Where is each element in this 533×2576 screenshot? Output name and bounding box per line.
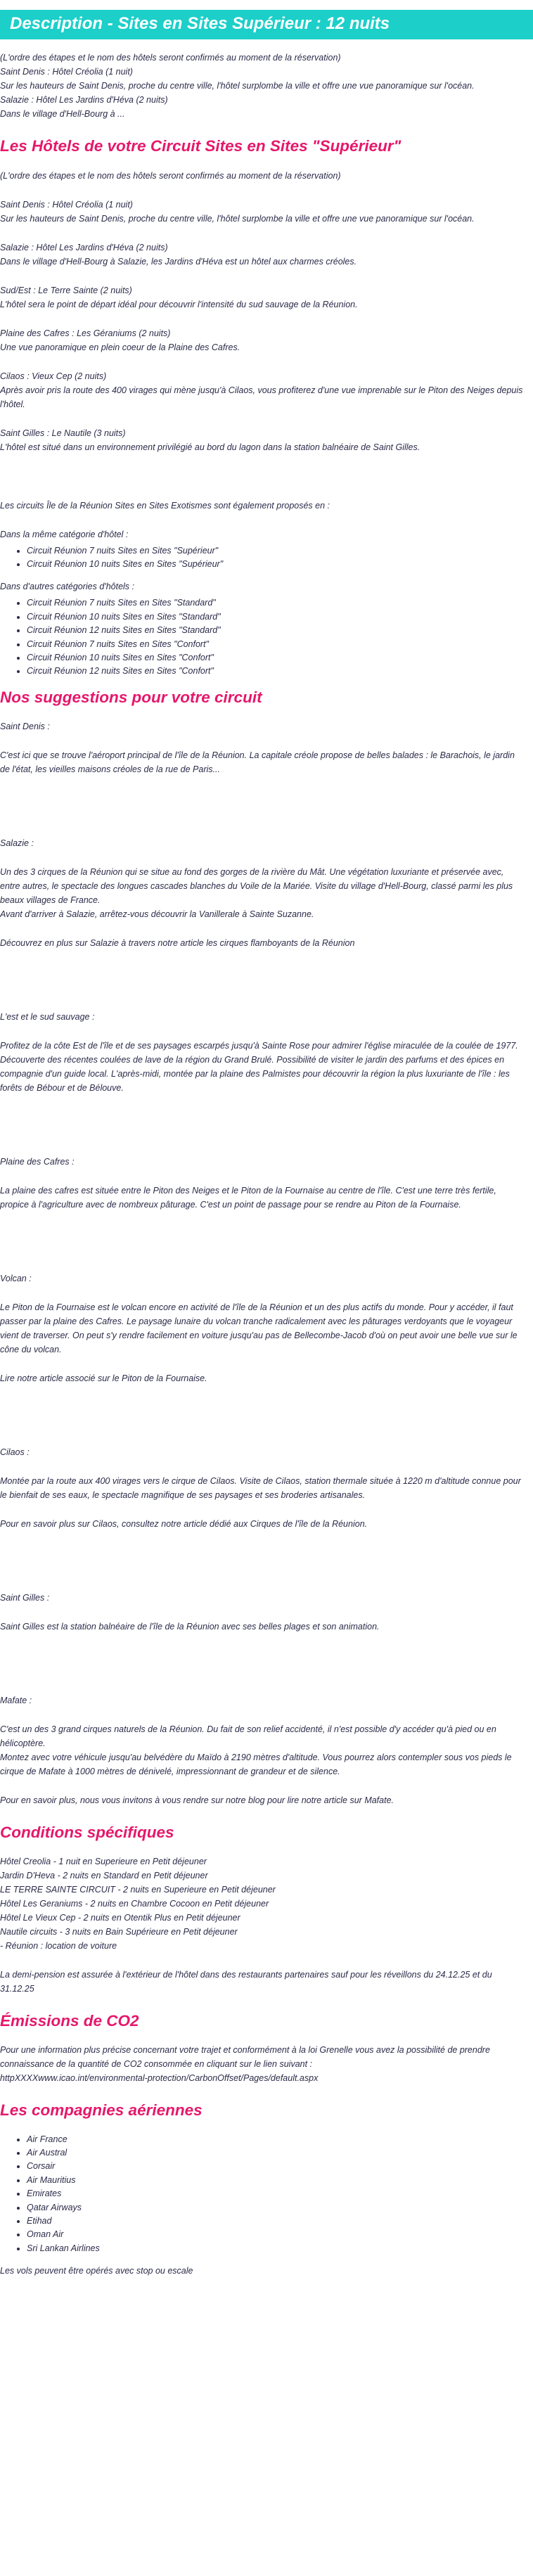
same-category-list [27, 544, 525, 572]
condition-line: Hôtel Creolia - 1 nuit en Superieure en Petit déjeuner [0, 1857, 207, 1867]
suggestion-text: La plaine des cafres est située entre le Piton des Neiges et le Piton de la Fournaise au centre de l'île. C'est une terre très fertile, propice à l'agriculture avec de nombreux pâturage. C'est un point de passage pour se rendre au Piton de la Fournaise. [0, 1185, 496, 1210]
condition-line: LE TERRE SAINTE CIRCUIT - 2 nuits en Superieure en Petit déjeuner [0, 1885, 276, 1895]
airline-item: • Air France [27, 2133, 525, 2146]
suggestion-text: Saint Gilles est la station balnéaire de l'île de la Réunion avec ses belles plages et son animation. [0, 1621, 380, 1632]
hotel-item [0, 426, 525, 454]
suggestion-paragraph: Un des 3 cirques de la Réunion qui se situe au fond des gorges de la rivière du Mât. Une végétation luxuriante et préservée avec, entre autres, le spectacle des longues cascades blanches du Voile de la Mariée. Visite du village d'Hell-Bourg, classé parmi les plus beaux villages de France. [0, 866, 513, 905]
suggestion-paragraph: C'est un des 3 grand cirques naturels de la Réunion. Du fait de son relief accidenté, il n'est possible d'y accéder qu'à pied ou en hélicoptère. [0, 1724, 496, 1748]
suggestion-text: Montée par la route aux 400 virages vers le cirque de Cilaos. Visite de Cilaos, station thermale située à 1220 m d'altitude connue pour le bienfait de ses eaux, le spectacle magnifique de ses paysages et ses broderies artisanales. [0, 1475, 521, 1500]
suggestion-heading: L'est et le sud sauvage : [0, 1011, 95, 1022]
other-category-list [27, 596, 525, 678]
condition-line: - Réunion : location de voiture [0, 1941, 117, 1952]
hotel-name: Plaine des Cafres : Les Géraniums (2 nuits) [0, 328, 171, 338]
circuit-link[interactable]: • Circuit Réunion 10 nuits Sites en Sites "Supérieur" [27, 558, 525, 571]
page [0, 10, 533, 2295]
airline-item: • Etihad [27, 2215, 525, 2228]
salazie-article-link[interactable]: Découvrez en plus sur Salazie à travers notre article les cirques flamboyants de la Réunion [0, 937, 355, 948]
hotel-description: Après avoir pris la route des 400 virages qui mène jusqu'à Cilaos, vous profiterez d'une vue imprenable sur le Piton des Neiges depuis l'hôtel. [0, 385, 523, 409]
conditions-list [0, 1854, 525, 1953]
suggestion-heading: Cilaos : [0, 1447, 30, 1457]
circuit-link[interactable]: • Circuit Réunion 12 nuits Sites en Sites "Standard" [27, 624, 525, 637]
spacer [0, 1110, 525, 1155]
airline-item: • Air Austral [27, 2146, 525, 2160]
airlines-section-title: Les compagnies aériennes [0, 2101, 203, 2120]
volcan-article-link[interactable]: Lire notre article associé sur le Piton de la Fournaise. [0, 1373, 207, 1383]
suggestion-paragraph: Avant d'arriver à Salazie, arrêtez-vous découvrir la Vanillerale à Sainte Suzanne. [0, 909, 314, 919]
spacer [0, 1546, 525, 1591]
airline-item: • Sri Lankan Airlines [27, 2242, 525, 2255]
condition-line: Jardin D'Heva - 2 nuits en Standard en Petit déjeuner [0, 1871, 208, 1881]
co2-section-title: Émissions de CO2 [0, 2012, 139, 2030]
circuit-link[interactable]: • Circuit Réunion 7 nuits Sites en Sites "Supérieur" [27, 544, 525, 558]
same-category-label: Dans la même catégorie d'hôtel : [0, 529, 129, 539]
condition-line: Hôtel Le Vieux Cep - 2 nuits en Otentik Plus en Petit déjeuner [0, 1913, 240, 1923]
hotel-name: Salazie : Hôtel Les Jardins d'Héva (2 nuits) [0, 242, 168, 252]
airline-item: • Qatar Airways [27, 2201, 525, 2215]
suggestions-section-title: Nos suggestions pour votre circuit [0, 688, 262, 706]
hotel-item [0, 198, 525, 226]
suggestion-text [0, 865, 525, 921]
spacer [0, 1648, 525, 1693]
suggestion-heading: Salazie : [0, 838, 34, 848]
airline-item: • Air Mauritius [27, 2174, 525, 2187]
intro-line: Dans le village d'Hell-Bourg à ... [0, 109, 125, 120]
hotels-section-title: Les Hôtels de votre Circuit Sites en Sites "Supérieur" [0, 137, 402, 155]
spacer [0, 965, 525, 1010]
suggestion-heading: Saint Gilles : [0, 1592, 50, 1603]
conditions-note: La demi-pension est assurée à l'extérieur de l'hôtel dans des restaurants partenaires sauf pour les réveillons du 24.12.25 et du 31.12.25 [0, 1970, 492, 1994]
hotel-item [0, 369, 525, 411]
spacer [0, 1226, 525, 1271]
hotel-item [0, 326, 525, 354]
airline-item: • Emirates [27, 2187, 525, 2200]
condition-line: Nautile circuits - 3 nuits en Bain Supérieure en Petit déjeuner [0, 1927, 238, 1937]
hotel-description: Sur les hauteurs de Saint Denis, proche du centre ville, l'hôtel surplombe la ville et offre une vue panoramique sur l'océan. [0, 213, 475, 224]
circuit-link[interactable]: • Circuit Réunion 12 nuits Sites en Sites "Confort" [27, 665, 525, 678]
suggestion-text: Profitez de la côte Est de l'île et de ses paysages escarpés jusqu'à Sainte Rose pour admirer l'église miraculée de la coulée de 1977. Découverte des récentes coulées de lave de la région du Grand Brulé. Possibilité de visiter le jardin des parfums et des épices en compagnie d'un guide local. L'après-midi, montée par la plaine des Palmistes pour découvrir la région la plus luxuriante de l'île : les forêts de Bébour et de Bélouve. [0, 1040, 518, 1093]
spacer [0, 791, 525, 836]
cilaos-article-link[interactable]: Pour en savoir plus sur Cilaos, consultez notre article dédié aux Cirques de l'île de la Réunion. [0, 1518, 368, 1529]
hotel-description: L'hôtel sera le point de départ idéal pour découvrir l'intensité du sud sauvage de la Réunion. [0, 299, 358, 309]
hotel-name: Saint Gilles : Le Nautile (3 nuits) [0, 428, 126, 438]
co2-link[interactable]: httpXXXXwww.icao.int/environmental-protection/CarbonOffset/Pages/default.aspx [0, 2073, 319, 2084]
intro-line: (L'ordre des étapes et le nom des hôtels seront confirmés au moment de la réservation) [0, 53, 341, 63]
airlines-note: Les vols peuvent être opérés avec stop ou escale [0, 2266, 193, 2276]
circuit-link[interactable]: • Circuit Réunion 7 nuits Sites en Sites "Confort" [27, 638, 525, 651]
hotel-item [0, 283, 525, 312]
intro-summary [0, 51, 525, 121]
intro-line: Salazie : Hôtel Les Jardins d'Héva (2 nuits) [0, 95, 168, 105]
suggestion-paragraph: Montez avec votre véhicule jusqu'au belvédère du Maïdo à 2190 mètres d'altitude. Vous pourrez alors contempler sous vos pieds le cirque de Mafate à 1000 mètres de dénivelé, impressionnant de grandeur et de silence. [0, 1752, 512, 1776]
hotel-name: Saint Denis : Hôtel Créolia (1 nuit) [0, 199, 133, 210]
hotel-name: Sud/Est : Le Terre Sainte (2 nuits) [0, 285, 132, 295]
other-category-label: Dans d'autres catégories d'hôtels : [0, 582, 134, 592]
co2-text [0, 2043, 525, 2085]
hotel-description: L'hôtel est situé dans un environnement privilégié au bord du lagon dans la station balnéaire de Saint Gilles. [0, 442, 420, 452]
hotel-description: Une vue panoramique en plein coeur de la Plaine des Cafres. [0, 342, 240, 352]
intro-line: Sur les hauteurs de Saint Denis, proche du centre ville, l'hôtel surplombe la ville et offre une vue panoramique sur l'océan. [0, 81, 475, 91]
mafate-article-link[interactable]: Pour en savoir plus, nous vous invitons à vous rendre sur notre blog pour lire notre article sur Mafate. [0, 1795, 394, 1805]
circuit-link[interactable]: • Circuit Réunion 10 nuits Sites en Sites "Confort" [27, 651, 525, 665]
hotels-note: (L'ordre des étapes et le nom des hôtels seront confirmés au moment de la réservation) [0, 170, 341, 181]
suggestion-heading: Mafate : [0, 1695, 32, 1705]
spacer [0, 1400, 525, 1445]
suggestion-text: C'est ici que se trouve l'aéroport principal de l'île de la Réunion. La capitale créole propose de belles balades : le Barachois, le jardin de l'état, les vieilles maisons créoles de la rue de Paris... [0, 750, 515, 774]
airlines-list [27, 2133, 525, 2255]
airline-item: • Corsair [27, 2160, 525, 2173]
intro-line: Saint Denis : Hôtel Créolia (1 nuit) [0, 67, 133, 77]
circuit-link[interactable]: • Circuit Réunion 10 nuits Sites en Sites "Standard" [27, 610, 525, 624]
suggestion-text [0, 1722, 525, 1779]
hotel-item [0, 241, 525, 269]
condition-line: Hôtel Les Geraniums - 2 nuits en Chambre Cocoon en Petit déjeuner [0, 1899, 269, 1909]
suggestion-heading: Plaine des Cafres : [0, 1156, 75, 1167]
conditions-section-title: Conditions spécifiques [0, 1823, 174, 1841]
suggestion-text: Le Piton de la Fournaise est le volcan encore en activité de l'île de la Réunion et un des plus actifs du monde. Pour y accéder, il faut passer par la plaine des Cafres. Le paysage lunaire du volcan tranche radicalement avec les pâturages verdoyants que le voyageur vient de traverser. On peut s'y rendre facilement en voiture jusqu'au pas de Bellecombe-Jacob d'où on peut avoir une belle vue sur le cône du volcan. [0, 1302, 518, 1354]
co2-paragraph: Pour une information plus précise concernant votre trajet et conformément à la loi Grenelle vous avez la possibilité de prendre connaissance de la quantité de CO2 consommée en cliquant sur le lien suivant : [0, 2045, 490, 2070]
suggestion-heading: Volcan : [0, 1273, 32, 1283]
airline-item: • Oman Air [27, 2228, 525, 2241]
spacer [0, 469, 525, 499]
hotel-description: Dans le village d'Hell-Bourg à Salazie, les Jardins d'Héva est un hôtel aux charmes créoles. [0, 256, 357, 267]
other-circuits-intro: Les circuits Île de la Réunion Sites en Sites Exotismes sont également proposés en : [0, 500, 330, 511]
hotel-name: Cilaos : Vieux Cep (2 nuits) [0, 371, 107, 381]
circuit-link[interactable]: • Circuit Réunion 7 nuits Sites en Sites "Standard" [27, 596, 525, 610]
suggestion-heading: Saint Denis : [0, 721, 50, 731]
page-banner-title: Description - Sites en Sites Supérieur : 12 nuits [0, 10, 533, 39]
main-content [0, 51, 533, 2278]
